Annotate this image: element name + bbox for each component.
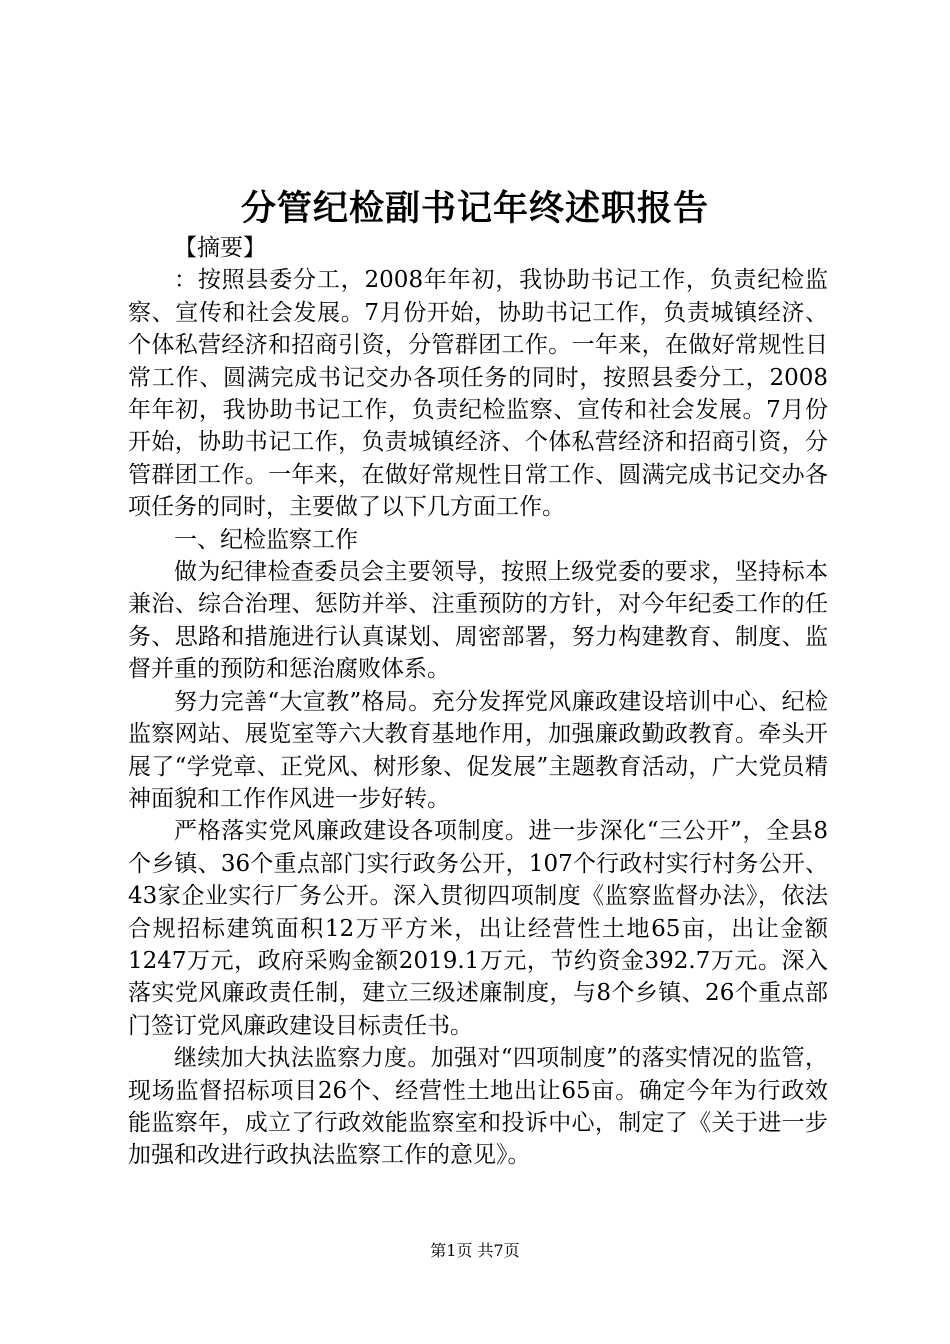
document-title: 分管纪检副书记年终述职报告 [240, 188, 709, 229]
document-body [128, 232, 828, 1172]
body-paragraph: 继续加大执法监察力度。加强对“四项制度”的落实情况的监管，现场监督招标项目26个、经营性土地出让65亩。确定今年为行政效能监察年，成立了行政效能监察室和投诉中心，制定了《关于进一步加强和改进行政执法监察工作的意见》。 [128, 1045, 828, 1169]
section-heading: 一、纪检监察工作 [174, 526, 358, 553]
abstract-paragraph: ：按照县委分工，2008年年初，我协助书记工作，负责纪检监察、宣传和社会发展。7月份开始，协助书记工作，负责城镇经济、个体私营经济和招商引资，分管群团工作。一年来，在做好常规性日常工作、圆满完成书记交办各项任务的同时，按照县委分工，2008年年初，我协助书记工作，负责纪检监察、宣传和社会发展。7月份开始，协助书记工作，负责城镇经济、个体私营经济和招商引资，分管群团工作。一年来，在做好常规性日常工作、圆满完成书记交办各项任务的同时，主要做了以下几方面工作。 [128, 267, 828, 521]
body-paragraph: 严格落实党风廉政建设各项制度。进一步深化“三公开”，全县8个乡镇、36个重点部门实行政务公开，107个行政村实行村务公开、43家企业实行厂务公开。深入贯彻四项制度《监察监督办法》，依法合规招标建筑面积12万平方米，出让经营性土地65亩，出让金额1247万元，政府采购金额2019.1万元，节约资金392.7万元。深入落实党风廉政责任制，建立三级述廉制度，与8个乡镇、26个重点部门签订党风廉政建设目标责任书。 [128, 818, 828, 1039]
body-paragraph: 做为纪律检查委员会主要领导，按照上级党委的要求，坚持标本兼治、综合治理、惩防并举、注重预防的方针，对今年纪委工作的任务、思路和措施进行认真谋划、周密部署，努力构建教育、制度、监督并重的预防和惩治腐败体系。 [128, 559, 828, 683]
page-number-footer: 第1页 共7页 [430, 1241, 520, 1260]
body-paragraph: 努力完善“大宣教”格局。充分发挥党风廉政建设培训中心、纪检监察网站、展览室等六大教育基地作用，加强廉政勤政教育。牵头开展了“学党章、正党风、树形象、促发展”主题教育活动，广大党员精神面貌和工作作风进一步好转。 [128, 688, 828, 812]
abstract-heading: 【摘要】 [174, 235, 266, 261]
